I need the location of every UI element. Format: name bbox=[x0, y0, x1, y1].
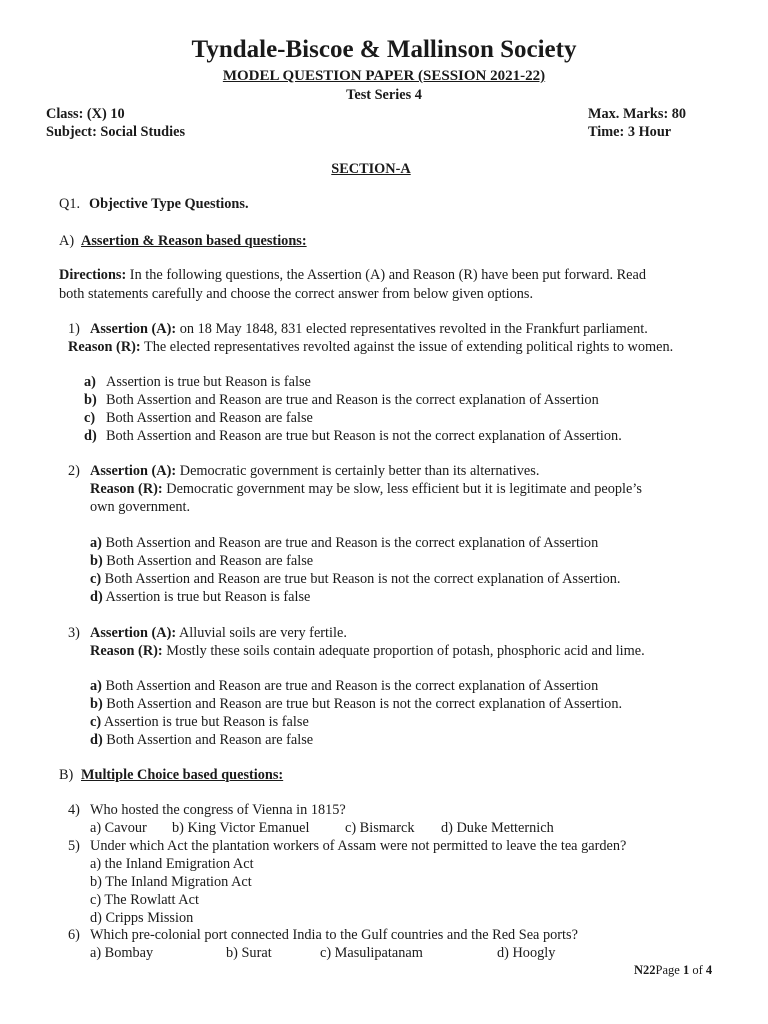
subject-label: Subject: Social Studies bbox=[46, 124, 186, 140]
list-item: b) The Inland Migration Act bbox=[90, 874, 252, 890]
section-a-title: SECTION-A bbox=[331, 161, 411, 177]
ar-q2-reason-cont: own government. bbox=[90, 499, 191, 515]
q1-title: Objective Type Questions. bbox=[89, 196, 249, 212]
list-item: d) Assertion is true but Reason is false bbox=[90, 589, 311, 605]
time-label: Time: 3 Hour bbox=[588, 124, 672, 140]
list-item: b) Both Assertion and Reason are true and Reason is the correct explanation of Assertion bbox=[84, 392, 599, 408]
ar-q2-reason: Reason (R): Democratic government may be slow, less efficient but it is legitimate and people’s bbox=[90, 481, 642, 497]
list-item: c) Both Assertion and Reason are true but Reason is not the correct explanation of Assertion. bbox=[90, 571, 621, 587]
school-name: Tyndale-Biscoe & Mallinson Society bbox=[191, 36, 577, 63]
list-item: b) King Victor Emanuel bbox=[172, 820, 310, 836]
part-b-title: Multiple Choice based questions: bbox=[81, 767, 284, 783]
part-b-label: B) bbox=[59, 767, 74, 783]
part-a-title: Assertion & Reason based questions: bbox=[81, 233, 307, 249]
list-item: a) Both Assertion and Reason are true and Reason is the correct explanation of Assertion bbox=[90, 535, 599, 551]
class-label: Class: (X) 10 bbox=[46, 106, 125, 122]
list-item: b) Surat bbox=[226, 945, 272, 961]
list-item: c) Both Assertion and Reason are false bbox=[84, 410, 313, 426]
list-item: d) Cripps Mission bbox=[90, 910, 194, 926]
list-item: a) Assertion is true but Reason is false bbox=[84, 374, 311, 390]
list-item: a) Bombay bbox=[90, 945, 154, 961]
list-item: c) Bismarck bbox=[345, 820, 415, 836]
mcq-q4-num: 4) bbox=[68, 802, 80, 818]
ar-q2-assertion: Assertion (A): Democratic government is certainly better than its alternatives. bbox=[90, 463, 540, 479]
mcq-q5-num: 5) bbox=[68, 838, 80, 854]
list-item: c) Masulipatanam bbox=[320, 945, 423, 961]
page-footer: N22Page 1 of 4 bbox=[634, 963, 713, 977]
q1-number: Q1. bbox=[59, 196, 81, 212]
list-item: a) the Inland Emigration Act bbox=[90, 856, 254, 872]
mcq-q6-num: 6) bbox=[68, 927, 80, 943]
part-a-label: A) bbox=[59, 233, 75, 249]
ar-q3-assertion: Assertion (A): Alluvial soils are very fertile. bbox=[90, 625, 347, 641]
list-item: a) Both Assertion and Reason are true and Reason is the correct explanation of Assertion bbox=[90, 678, 599, 694]
test-series: Test Series 4 bbox=[346, 87, 422, 103]
max-marks-label: Max. Marks: 80 bbox=[588, 106, 687, 122]
directions-line-2: both statements carefully and choose the correct answer from below given options. bbox=[59, 286, 534, 302]
ar-q1-num: 1) bbox=[68, 321, 80, 337]
list-item: d) Hoogly bbox=[497, 945, 556, 961]
list-item: b) Both Assertion and Reason are true but Reason is not the correct explanation of Assertion. bbox=[90, 696, 623, 712]
list-item: c) The Rowlatt Act bbox=[90, 892, 199, 908]
list-item: d) Both Assertion and Reason are false bbox=[90, 732, 314, 748]
ar-q1-reason: Reason (R): The elected representatives revolted against the issue of extending political rights to women. bbox=[68, 339, 674, 355]
ar-q3-num: 3) bbox=[68, 625, 80, 641]
ar-q1-assertion: Assertion (A): on 18 May 1848, 831 elected representatives revolted in the Frankfurt parliament. bbox=[90, 321, 648, 337]
list-item: d) Duke Metternich bbox=[441, 820, 554, 836]
paper-title: MODEL QUESTION PAPER (SESSION 2021-22) bbox=[222, 68, 546, 84]
list-item: c) Assertion is true but Reason is false bbox=[90, 714, 309, 730]
directions-label: Directions: bbox=[59, 267, 127, 283]
list-item: b) Both Assertion and Reason are false bbox=[90, 553, 314, 569]
mcq-q5-text: Under which Act the plantation workers of Assam were not permitted to leave the tea garden? bbox=[90, 838, 627, 854]
ar-q3-reason: Reason (R): Mostly these soils contain adequate proportion of potash, phosphoric acid and lime. bbox=[90, 643, 645, 659]
ar-q2-num: 2) bbox=[68, 463, 80, 479]
mcq-q6-text: Which pre-colonial port connected India to the Gulf countries and the Red Sea ports? bbox=[90, 927, 578, 943]
directions-line-1: Directions: In the following questions, the Assertion (A) and Reason (R) have been put forward. Read bbox=[59, 267, 646, 283]
mcq-q4-text: Who hosted the congress of Vienna in 1815? bbox=[90, 802, 346, 818]
list-item: d) Both Assertion and Reason are true but Reason is not the correct explanation of Assertion. bbox=[84, 428, 622, 444]
list-item: a) Cavour bbox=[90, 820, 147, 836]
